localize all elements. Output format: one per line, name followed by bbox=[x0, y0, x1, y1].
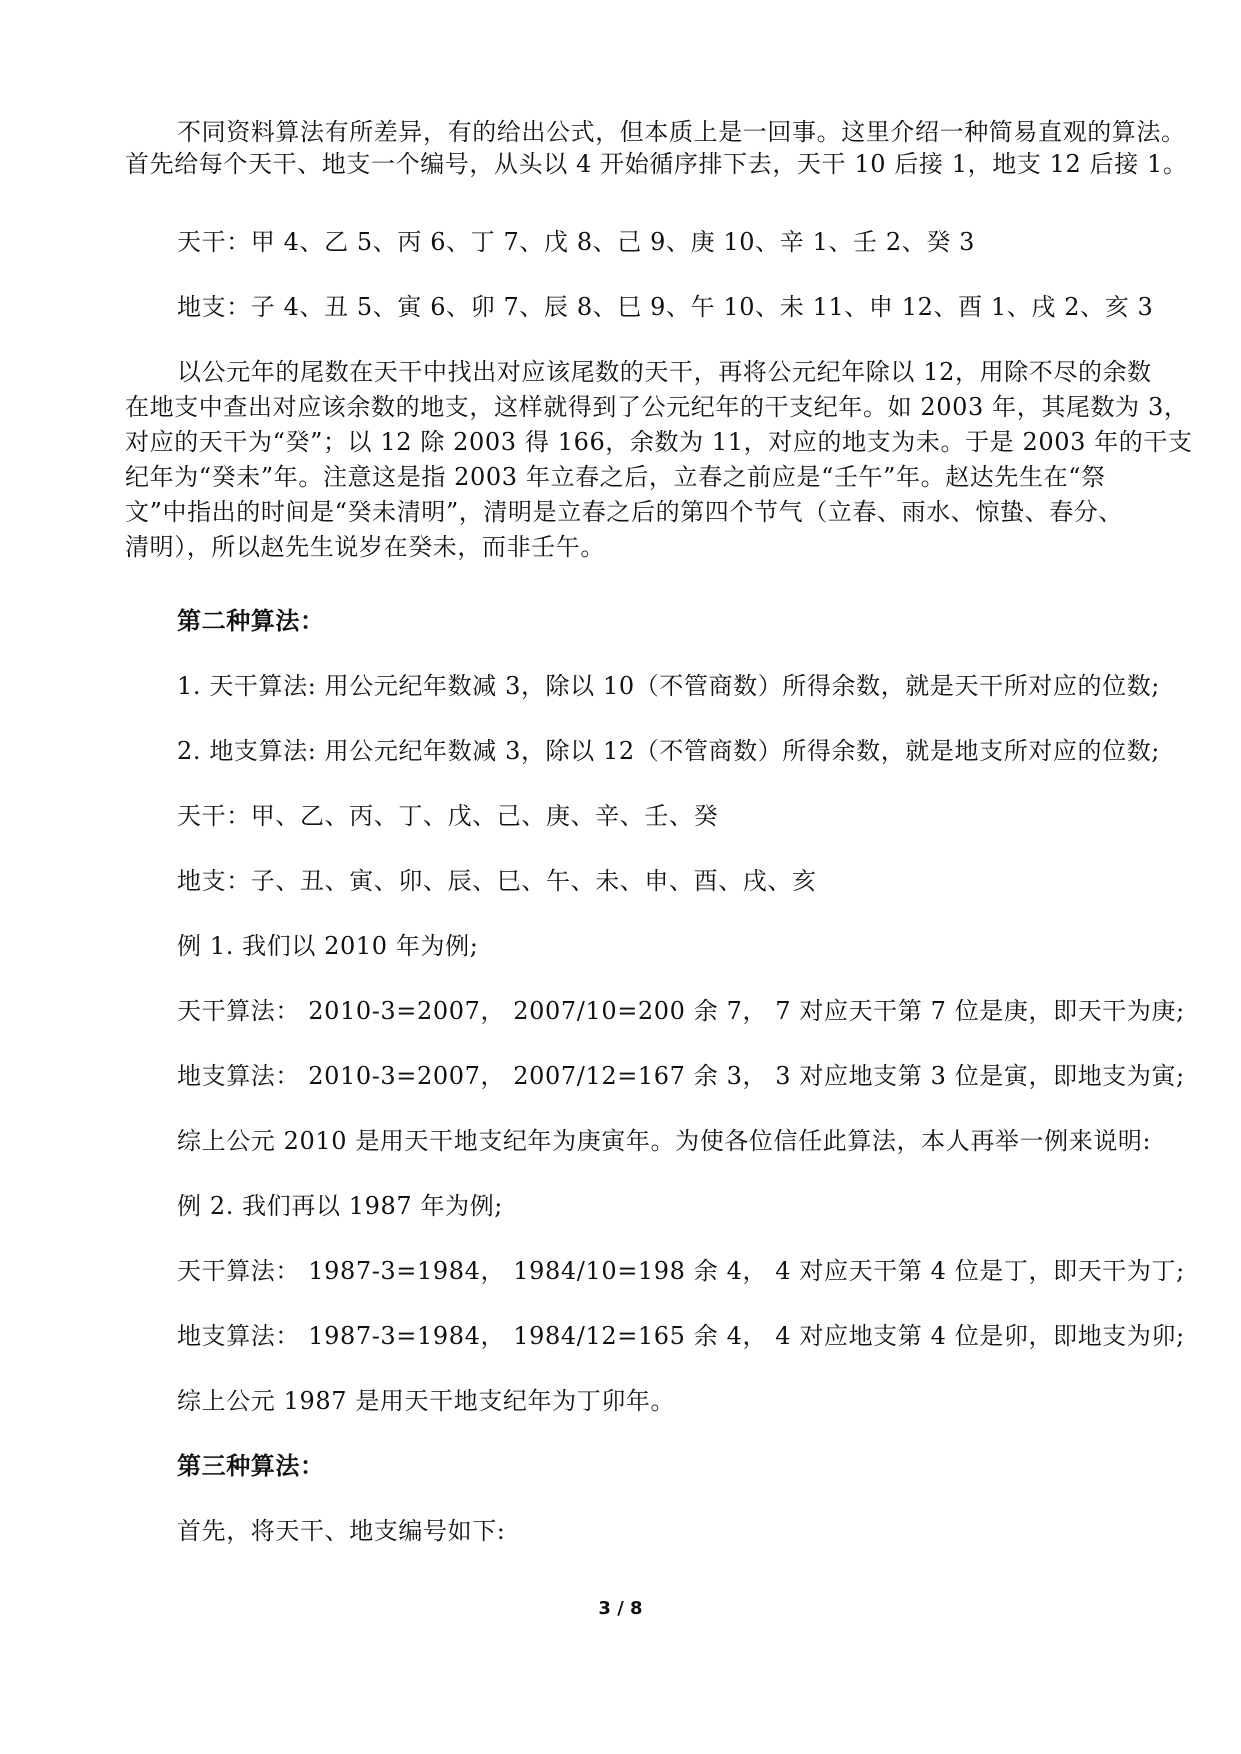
example-2-tiangan: 天干算法： 1987-3=1984， 1984/10=198 余 4， 4 对应天干第 4 位是丁，即天干为丁; bbox=[177, 1257, 1185, 1285]
example-2-summary: 综上公元 1987 是用天干地支纪年为丁卯年。 bbox=[177, 1387, 676, 1415]
paragraph-2-line-1: 以公元年的尾数在天干中找出对应该尾数的天干，再将公元纪年除以 12，用除不尽的余数 bbox=[177, 358, 1152, 386]
method-3-intro: 首先，将天干、地支编号如下: bbox=[177, 1517, 506, 1545]
example-1-title: 例 1. 我们以 2010 年为例; bbox=[177, 932, 479, 960]
example-1-tiangan: 天干算法： 2010-3=2007， 2007/10=200 余 7， 7 对应天干第 7 位是庚，即天干为庚; bbox=[177, 997, 1185, 1025]
example-2-title: 例 2. 我们再以 1987 年为例; bbox=[177, 1192, 503, 1220]
example-1-summary: 综上公元 2010 是用天干地支纪年为庚寅年。为使各位信任此算法，本人再举一例来说明: bbox=[177, 1127, 1152, 1155]
dizhi-numbered-list: 地支：子 4、丑 5、寅 6、卯 7、辰 8、巳 9、午 10、未 11、申 12、酉 1、戌 2、亥 3 bbox=[177, 293, 1154, 321]
method-2-rule-2: 2. 地支算法: 用公元纪年数减 3，除以 12（不管商数）所得余数，就是地支所对应的位数; bbox=[177, 737, 1160, 765]
method-2-heading: 第二种算法： bbox=[177, 606, 325, 635]
paragraph-2-line-6: 清明），所以赵先生说岁在癸未，而非壬午。 bbox=[125, 533, 605, 561]
example-1-dizhi: 地支算法： 2010-3=2007， 2007/12=167 余 3， 3 对应地支第 3 位是寅，即地支为寅; bbox=[177, 1062, 1185, 1090]
paragraph-2-line-5: 文”中指出的时间是“癸未清明”，清明是立春之后的第四个节气（立春、雨水、惊蛰、春分、 bbox=[125, 498, 1124, 526]
paragraph-1-line-2: 首先给每个天干、地支一个编号，从头以 4 开始循序排下去，天干 10 后接 1，地支 12 后接 1。 bbox=[125, 150, 1188, 178]
dizhi-list: 地支：子、丑、寅、卯、辰、巳、午、未、申、酉、戌、亥 bbox=[177, 867, 817, 895]
tiangan-list: 天干：甲、乙、丙、丁、戊、己、庚、辛、壬、癸 bbox=[177, 802, 719, 830]
example-2-dizhi: 地支算法： 1987-3=1984， 1984/12=165 余 4， 4 对应地支第 4 位是卯，即地支为卯; bbox=[177, 1322, 1185, 1350]
paragraph-2-line-2: 在地支中查出对应该余数的地支，这样就得到了公元纪年的干支纪年。如 2003 年，其尾数为 3， bbox=[125, 393, 1189, 421]
paragraph-1-line-1: 不同资料算法有所差异，有的给出公式，但本质上是一回事。这里介绍一种简易直观的算法。 bbox=[177, 118, 1186, 146]
page-number: 3 / 8 bbox=[598, 1598, 643, 1619]
method-2-rule-1: 1. 天干算法: 用公元纪年数减 3，除以 10（不管商数）所得余数，就是天干所对应的位数; bbox=[177, 672, 1160, 700]
paragraph-2-line-4: 纪年为“癸未”年。注意这是指 2003 年立春之后，立春之前应是“壬午”年。赵达先生在“祭 bbox=[125, 463, 1106, 491]
paragraph-2-line-3: 对应的天干为“癸”；以 12 除 2003 得 166，余数为 11，对应的地支为未。于是 2003 年的干支 bbox=[125, 428, 1193, 456]
method-3-heading: 第三种算法： bbox=[177, 1451, 325, 1480]
tiangan-numbered-list: 天干：甲 4、乙 5、丙 6、丁 7、戊 8、己 9、庚 10、辛 1、壬 2、癸 3 bbox=[177, 228, 976, 256]
